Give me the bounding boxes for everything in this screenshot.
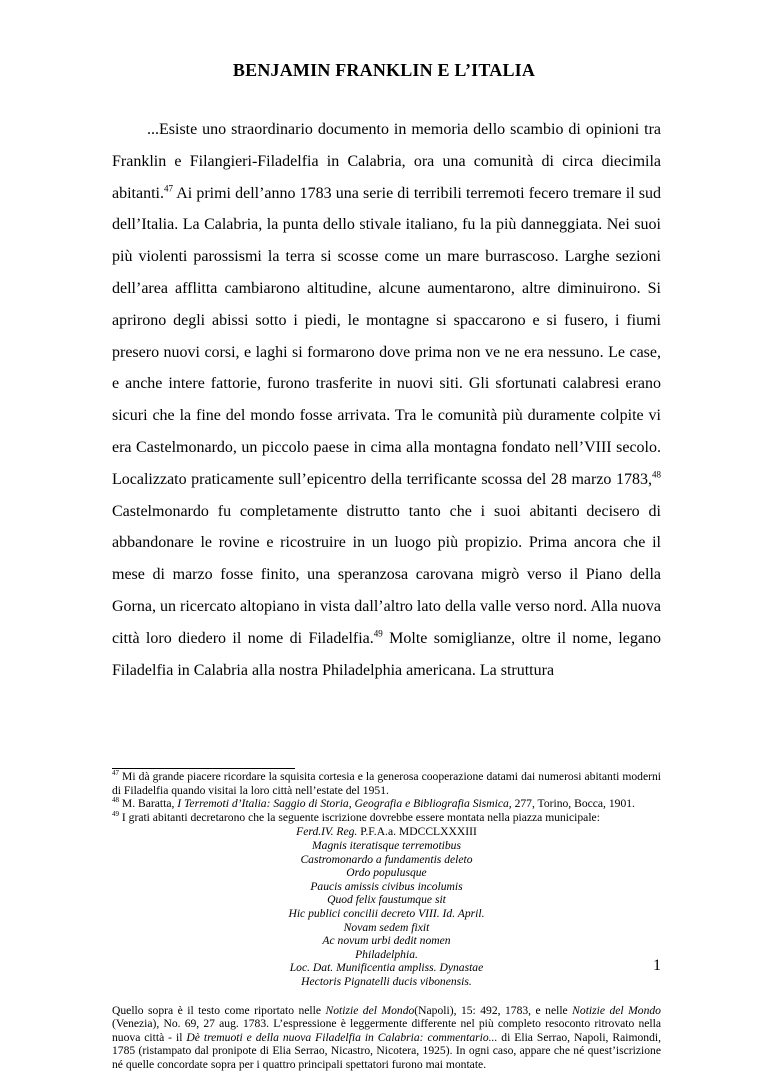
inscription-line: Philadelphia. [112, 948, 661, 962]
cited-title: I Terremoti d’Italia: Saggio di Storia, Geografia e Bibliografia Sismica, [177, 797, 511, 810]
footnote-text: di Elia Serrao, Napoli, Raimondi, 1785 (ristampato dal pronipote di Elia Serrao, Nicastro, Nicotera, 1925). In ogni caso, appare che né quest’iscrizione né quelle concordate sopra per i quattro principali spettatori furono mai montate. [112, 1031, 661, 1071]
inscription-line: Ac novum urbi dedit nomen [112, 934, 661, 948]
inscription-line: Hic publici concilii decreto VIII. Id. April. [112, 907, 661, 921]
inscription-line: Castromonardo a fundamentis deleto [112, 853, 661, 867]
inscription-line: Quod felix faustumque sit [112, 893, 661, 907]
footnote-ref-47[interactable]: 47 [164, 183, 173, 193]
inscription-line-roman: P.F.A.a. MDCCLXXXIII [357, 825, 477, 838]
footnote-number: 48 [112, 796, 119, 804]
body-text-part-1: ...Esiste uno straordinario documento in memoria dello scambio di opinioni tra Franklin e Filangieri-Filadelfia in Calabria, ora una comunità di circa diecimila abitanti. [112, 121, 661, 202]
inscription-line: Paucis amissis civibus incolumis [112, 880, 661, 894]
footnote-49 [112, 811, 661, 825]
body-text-part-4: Molte somiglianze, oltre il nome, legano Filadelfia in Calabria alla nostra Philadelphia americana. La struttura [112, 630, 661, 679]
footnote-number: 47 [112, 769, 119, 777]
page-number: 1 [653, 957, 661, 975]
footnote-separator [112, 768, 295, 769]
inscription-line: Loc. Dat. Munificentia ampliss. Dynastae [112, 961, 661, 975]
footnote-text: I grati abitanti decretarono che la seguente iscrizione dovrebbe essere montata nella piazza municipale: [119, 811, 600, 824]
inscription-line-italic: Ferd.IV. Reg. [296, 825, 357, 838]
footnote-49-continuation [112, 1004, 661, 1071]
footnote-text: M. Baratta, [119, 797, 177, 810]
inscription-line [112, 825, 661, 839]
cited-title: Dè tremuoti e della nuova Filadelfia in Calabria: commentario... [186, 1031, 497, 1044]
footnote-ref-49[interactable]: 49 [374, 628, 383, 638]
cited-title: Notizie del Mondo [325, 1004, 414, 1017]
inscription-line: Ordo populusque [112, 866, 661, 880]
footnote-text: Quello sopra è il testo come riportato nelle [112, 1004, 325, 1017]
footnote-text: (Napoli), 15: 492, 1783, e nelle [414, 1004, 572, 1017]
page-title: BENJAMIN FRANKLIN E L’ITALIA [0, 60, 768, 81]
footnote-number: 49 [112, 810, 119, 818]
body-text-part-3: Castelmonardo fu completamente distrutto tanto che i suoi abitanti decisero di abbandonare le rovine e ricostruire in un luogo più propizio. Prima ancora che il mese di marzo fosse finito, una speranzosa carovana migrò verso il Piano della Gorna, un ricercato altopiano in vista dall’altro lato della valle verso nord. Alla nuova città loro diedero il nome di Filadelfia. [112, 503, 661, 647]
latin-inscription [112, 825, 661, 988]
inscription-line: Novam sedem fixit [112, 921, 661, 935]
footnote-text: 277, Torino, Bocca, 1901. [512, 797, 635, 810]
footnote-ref-48[interactable]: 48 [652, 469, 661, 479]
cited-title: Notizie del Mondo [572, 1004, 661, 1017]
footnote-48 [112, 797, 661, 811]
footnote-47 [112, 770, 661, 797]
inscription-line: Magnis iteratisque terremotibus [112, 839, 661, 853]
footnotes-section [112, 770, 661, 1071]
footnote-text: (Venezia), No. 69, 27 aug. 1783. L’espressione è leggermente differente nel più completo resoconto ritrovato nella nuova città - il [112, 1017, 661, 1044]
body-text-part-2: Ai primi dell’anno 1783 una serie di terribili terremoti fecero tremare il sud dell’Italia. La Calabria, la punta dello stivale italiano, fu la più danneggiata. Nei suoi più violenti parossismi la terra si scosse come un mare burrascoso. Larghe sezioni dell’area afflitta cambiarono altitudine, alcune aumentarono, altre diminuirono. Si aprirono degli abissi sotto i piedi, le montagne si spaccarono e si fusero, i fiumi presero nuovi corsi, e laghi si formarono dove prima non ve ne era nessuno. Le case, e anche intere fattorie, furono trasferite in nuovi siti. Gli sfortunati calabresi erano sicuri che la fine del mondo fosse arrivata. Tra le comunità più duramente colpite vi era Castelmonardo, un piccolo paese in cima alla montagna fondato nell’VIII secolo. Localizzato praticamente sull’epicentro della terrificante scossa del 28 marzo 1783, [112, 185, 661, 488]
inscription-line: Hectoris Pignatelli ducis vibonensis. [112, 975, 661, 989]
body-paragraph [112, 114, 661, 686]
footnote-text: Mi dà grande piacere ricordare la squisita cortesia e la generosa cooperazione datami dai numerosi abitanti moderni di Filadelfia quando visitai la loro città nell’estate del 1951. [112, 770, 661, 797]
